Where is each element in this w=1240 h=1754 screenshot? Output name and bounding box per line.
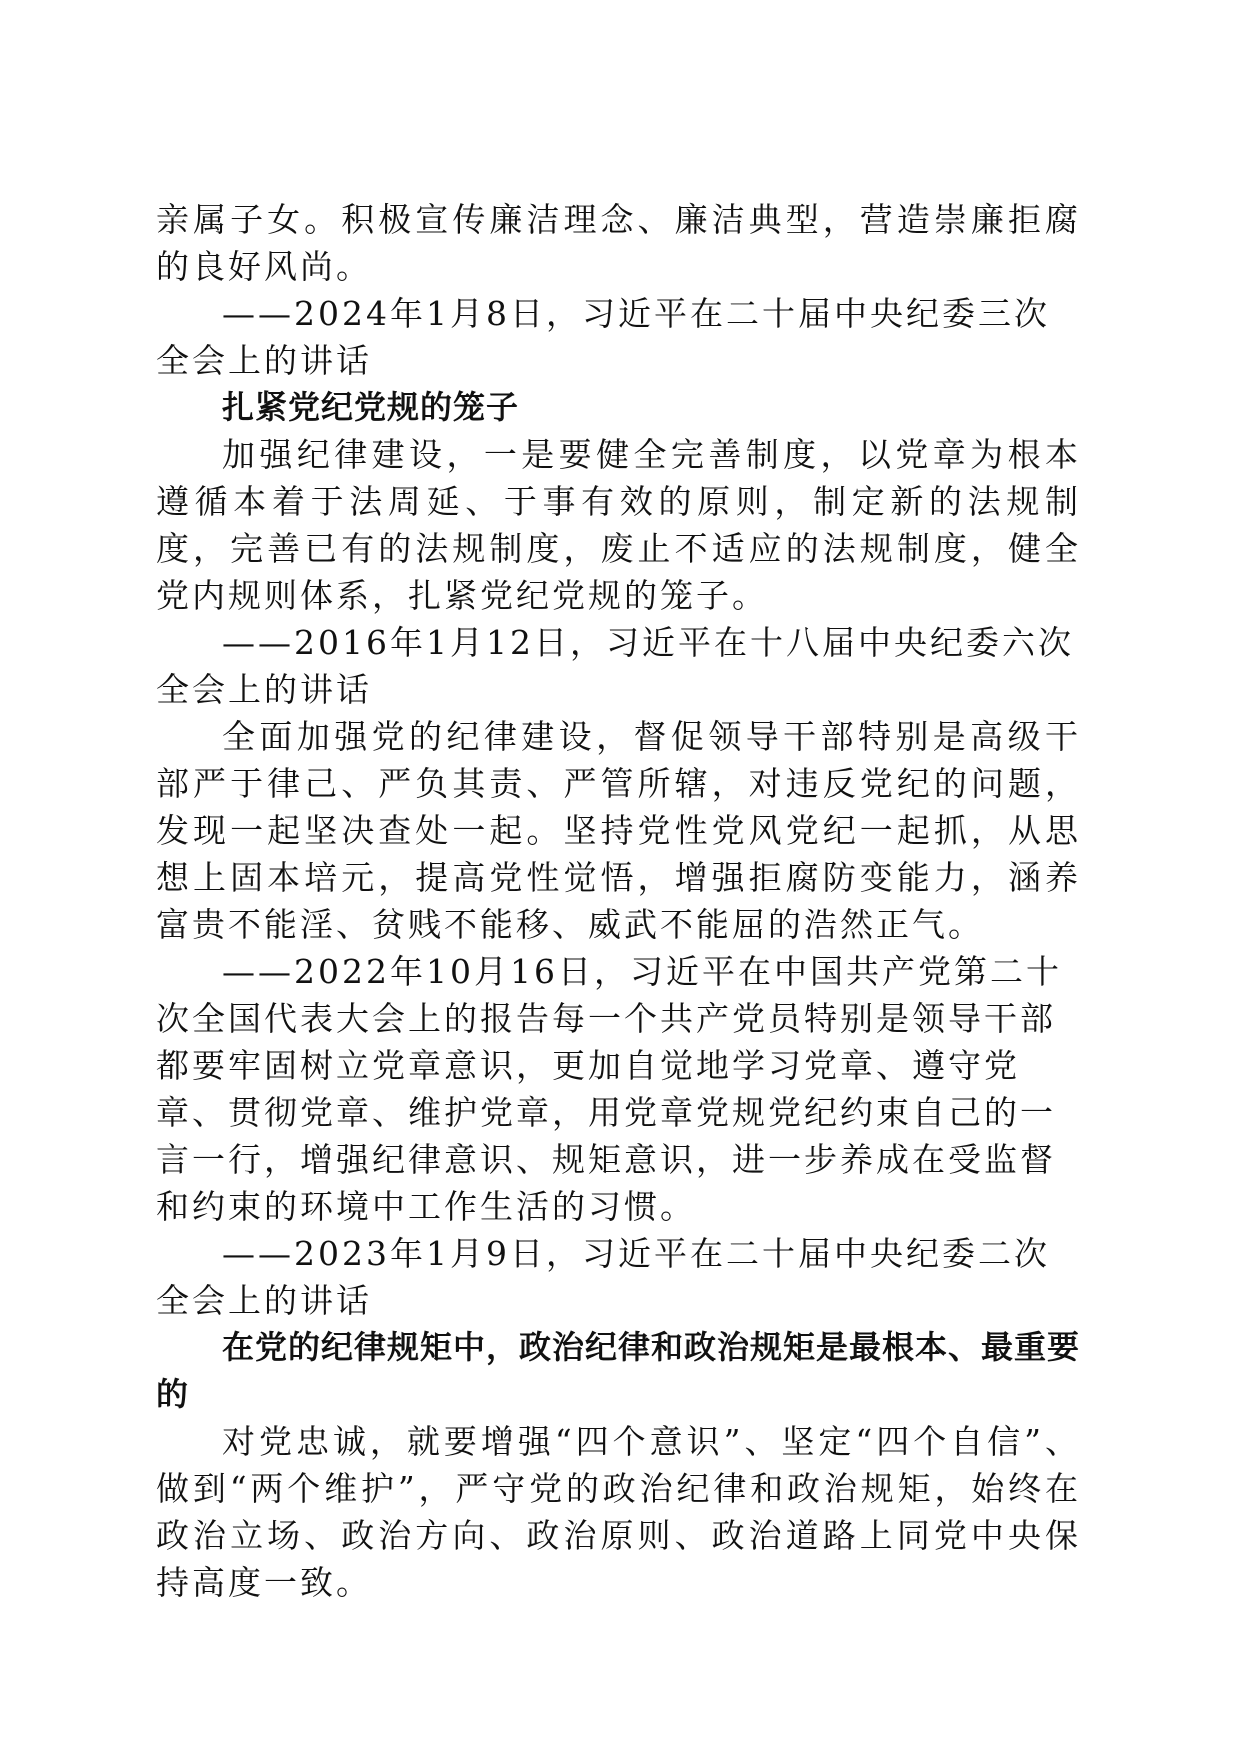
body-paragraph: 加强纪律建设，一是要健全完善制度，以党章为根本遵循本着于法周延、于事有效的原则，制定新的法规制度，完善已有的法规制度，废止不适应的法规制度，健全党内规则体系，扎紧党纪党规的笼子。 [156, 435, 1081, 615]
quote-source: ——2023年1月9日，习近平在二十届中央纪委二次全会上的讲话 [156, 1234, 1050, 1320]
section-heading: 在党的纪律规矩中，政治纪律和政治规矩是最根本、最重要的 [156, 1328, 1081, 1413]
body-paragraph: 对党忠诚，就要增强“四个意识”、坚定“四个自信”、做到“两个维护”，严守党的政治纪律和政治规矩，始终在政治立场、政治方向、政治原则、政治道路上同党中央保持高度一致。 [156, 1422, 1081, 1602]
quote-source: ——2022年10月16日，习近平在中国共产党第二十次全国代表大会上的报告每一个共产党员特别是领导干部都要牢固树立党章意识，更加自觉地学习党章、遵守党章、贯彻党章、维护党章，用党章党规党纪约束自己的一言一行，增强纪律意识、规矩意识，进一步养成在受监督和约束的环境中工作生活的习惯。 [156, 952, 1062, 1226]
quote-source: ——2024年1月8日，习近平在二十届中央纪委三次全会上的讲话 [156, 294, 1050, 380]
section-heading: 扎紧党纪党规的笼子 [222, 388, 520, 426]
quote-source: ——2016年1月12日，习近平在十八届中央纪委六次全会上的讲话 [156, 623, 1074, 709]
body-paragraph: 全面加强党的纪律建设，督促领导干部特别是高级干部严于律己、严负其责、严管所辖，对违反党纪的问题，发现一起坚决查处一起。坚持党性党风党纪一起抓，从思想上固本培元，提高党性觉悟，增强拒腐防变能力，涵养富贵不能淫、贫贱不能移、威武不能屈的浩然正气。 [156, 717, 1081, 944]
paragraph-continuation: 亲属子女。积极宣传廉洁理念、廉洁典型，营造崇廉拒腐的良好风尚。 [156, 200, 1081, 286]
document-page [156, 196, 1081, 1606]
